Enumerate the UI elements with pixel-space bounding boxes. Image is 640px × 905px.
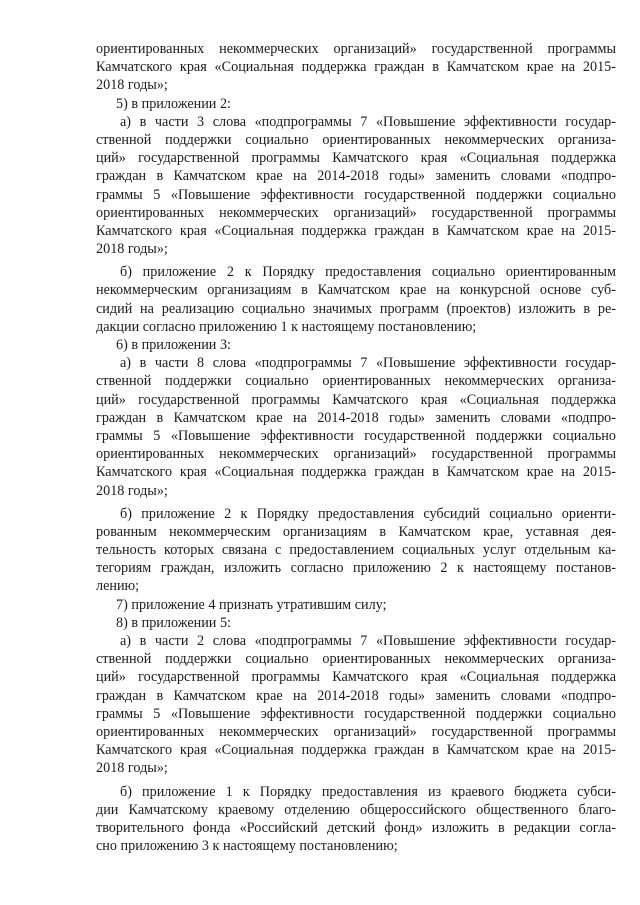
text-line: а) в части 2 слова «подпрограммы 7 «Повышение эффективности государ-	[120, 633, 616, 649]
text-line: граждан в Камчатском крае на 2014-2018 годы» заменить словами «подпро-	[96, 687, 616, 704]
text-line: Камчатского края «Социальная поддержка граждан в Камчатском крае на 2015-	[96, 59, 616, 76]
text-line: лению;	[96, 578, 140, 595]
text-line: ций» государственной программы Камчатского края «Социальная поддержка	[96, 391, 616, 408]
text-line: ориентированных некоммерческих организаций» государственной программы	[96, 41, 616, 57]
text-line: ориентированных некоммерческих организаций» государственной программы	[96, 204, 616, 221]
text-line: граждан в Камчатском крае на 2014-2018 годы» заменить словами «подпро-	[96, 409, 616, 426]
text-line: сидий на реализацию социально значимых программ (проектов) изложить в ре-	[96, 300, 616, 317]
text-line: а) в части 3 слова «подпрограммы 7 «Повышение эффективности государ-	[120, 113, 616, 130]
text-line: тельность которых связана с предоставлением социальных услуг отдельным ка-	[96, 542, 616, 559]
text-line: ций» государственной программы Камчатского края «Социальная поддержка	[96, 669, 616, 686]
text-line: дии Камчатскому краевому отделению общероссийского общественного благо-	[96, 801, 616, 818]
text-line: а) в части 8 слова «подпрограммы 7 «Повышение эффективности государ-	[120, 355, 616, 372]
text-line: 2018 годы»;	[96, 760, 168, 777]
text-line: б) приложение 1 к Порядку предоставления из краевого бюджета субси-	[120, 783, 616, 800]
text-line: ственной поддержки социально ориентированных некоммерческих организа-	[96, 651, 616, 668]
text-line: дакции согласно приложению 1 к настоящему постановлению;	[96, 318, 477, 335]
list-item-8: 8) в приложении 5:	[116, 614, 231, 631]
text-line: некоммерческим организациям в Камчатском крае на конкурсной основе суб-	[96, 282, 616, 299]
text-line: ственной поддержки социально ориентированных некоммерческих организа-	[96, 131, 616, 148]
text-line: Камчатского края «Социальная поддержка граждан в Камчатском крае на 2015-	[96, 222, 616, 239]
text-line: ственной поддержки социально ориентированных некоммерческих организа-	[96, 373, 616, 390]
text-line: граммы 5 «Повышение эффективности государственной поддержки социально	[96, 705, 616, 722]
text-line: б) приложение 2 к Порядку предоставления социально ориентированным	[120, 264, 616, 281]
text-line: 2018 годы»;	[96, 77, 168, 94]
text-line: граммы 5 «Повышение эффективности государственной поддержки социально	[96, 427, 616, 444]
text-line: Камчатского края «Социальная поддержка граждан в Камчатском крае на 2015-	[96, 464, 616, 481]
list-item-7: 7) приложение 4 признать утратившим силу;	[116, 596, 387, 613]
text-line: рованным некоммерческим организациям в Камчатском крае, уставная дея-	[96, 523, 616, 540]
text-line: граждан в Камчатском крае на 2014-2018 годы» заменить словами «подпро-	[96, 168, 616, 185]
text-line: ориентированных некоммерческих организаций» государственной программы	[96, 723, 616, 740]
list-item-6: 6) в приложении 3:	[116, 337, 231, 353]
text-line: ориентированных некоммерческих организаций» государственной программы	[96, 446, 616, 463]
text-line: 2018 годы»;	[96, 482, 168, 499]
text-line: тегориям граждан, изложить согласно приложению 2 к настоящему постанов-	[96, 560, 616, 577]
document-body	[96, 40, 616, 855]
text-line: Камчатского края «Социальная поддержка граждан в Камчатском крае на 2015-	[96, 742, 616, 759]
text-line: граммы 5 «Повышение эффективности государственной поддержки социально	[96, 186, 616, 203]
text-line: б) приложение 2 к Порядку предоставления субсидий социально ориенти-	[120, 505, 616, 522]
text-line: творительного фонда «Российский детский фонд» изложить в редакции согла-	[96, 819, 616, 836]
text-line: ций» государственной программы Камчатского края «Социальная поддержка	[96, 150, 616, 167]
list-item-5: 5) в приложении 2:	[116, 95, 231, 112]
text-line: сно приложению 3 к настоящему постановлению;	[96, 838, 398, 855]
text-line: 2018 годы»;	[96, 241, 168, 258]
